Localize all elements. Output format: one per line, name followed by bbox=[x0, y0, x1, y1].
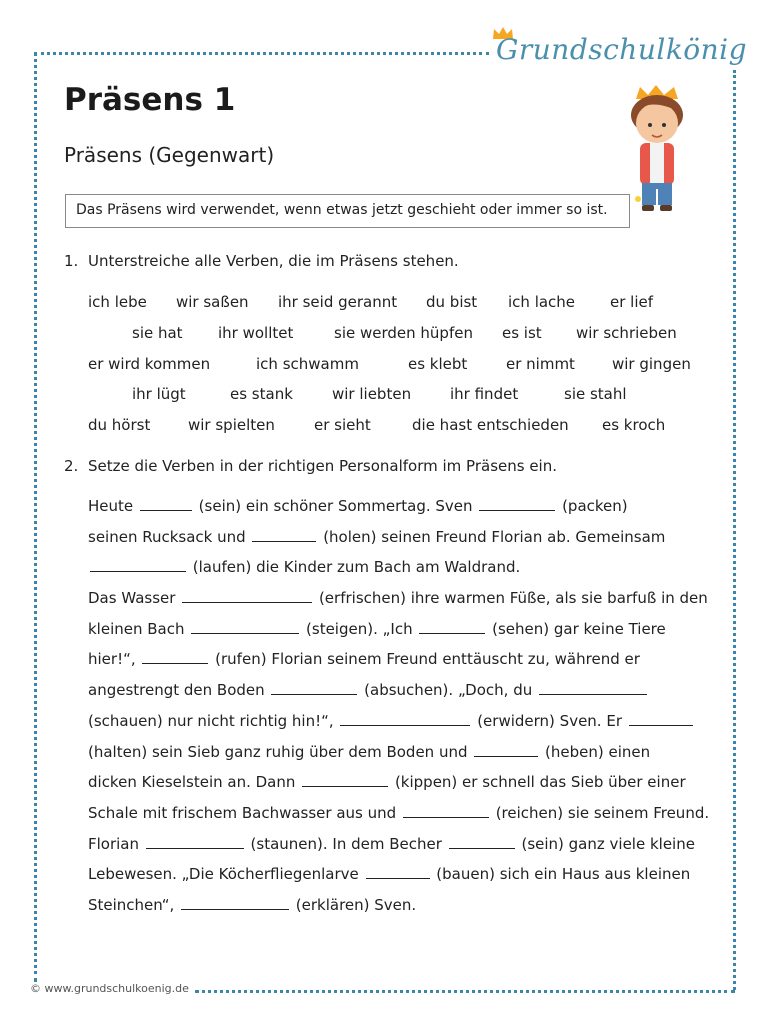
text-line bbox=[88, 894, 718, 925]
verb-item[interactable]: ihr seid gerannt bbox=[278, 293, 398, 311]
text-segment: Steinchen“, bbox=[88, 895, 180, 914]
verb-item[interactable]: wir spielten bbox=[188, 416, 275, 434]
text-line bbox=[88, 679, 718, 710]
verb-item[interactable]: ich lebe bbox=[88, 293, 147, 311]
answer-blank[interactable] bbox=[252, 527, 316, 542]
verb-item[interactable]: wir liebten bbox=[332, 385, 412, 403]
text-segment: (holen) seinen Freund Florian ab. Gemeinsam bbox=[318, 527, 666, 546]
verb-item[interactable]: sie werden hüpfen bbox=[334, 324, 473, 342]
text-segment: (erklären) Sven. bbox=[291, 895, 417, 914]
text-line bbox=[88, 802, 718, 833]
text-line bbox=[88, 495, 718, 526]
verb-item[interactable]: ich schwamm bbox=[256, 355, 359, 373]
text-line bbox=[88, 710, 718, 741]
verb-item[interactable]: es ist bbox=[502, 324, 542, 342]
answer-blank[interactable] bbox=[182, 588, 312, 603]
text-segment: Das Wasser bbox=[88, 589, 181, 608]
text-segment: seinen Rucksack und bbox=[88, 527, 251, 546]
task-number: 1. bbox=[64, 252, 79, 270]
answer-blank[interactable] bbox=[403, 803, 489, 818]
verb-item[interactable]: wir saßen bbox=[176, 293, 249, 311]
verb-item[interactable]: du hörst bbox=[88, 416, 151, 434]
answer-blank[interactable] bbox=[146, 834, 244, 849]
page-border-left bbox=[34, 52, 37, 982]
text-line bbox=[88, 833, 718, 864]
verb-item[interactable]: wir gingen bbox=[612, 355, 691, 373]
task-2-instruction bbox=[64, 457, 557, 475]
text-segment: (packen) bbox=[557, 497, 628, 515]
answer-blank[interactable] bbox=[474, 742, 538, 757]
answer-blank[interactable] bbox=[340, 711, 470, 726]
text-segment: (sein) ganz viele kleine bbox=[516, 834, 695, 853]
page-border-right bbox=[733, 70, 736, 990]
answer-blank[interactable] bbox=[479, 496, 555, 511]
boy-illustration bbox=[618, 85, 698, 220]
text-line bbox=[88, 618, 718, 649]
text-segment: (kippen) er schnell das Sieb über einer bbox=[390, 773, 686, 792]
text-segment: (reichen) sie seinem Freund. bbox=[490, 803, 710, 822]
text-segment: (sein) ein schöner Sommertag. Sven bbox=[193, 497, 478, 515]
footer-url[interactable]: © www.grundschulkoenig.de bbox=[30, 982, 189, 995]
answer-blank[interactable] bbox=[419, 619, 485, 634]
text-segment: Lebewesen. „Die Köcherfliegenlarve bbox=[88, 865, 364, 884]
page-title: Präsens 1 bbox=[64, 82, 236, 118]
text-segment: hier!“, bbox=[88, 650, 141, 669]
verb-item[interactable]: ihr lügt bbox=[132, 385, 186, 403]
answer-blank[interactable] bbox=[191, 619, 299, 634]
answer-blank[interactable] bbox=[302, 772, 388, 787]
text-segment: (halten) sein Sieb ganz ruhig über dem Boden und bbox=[88, 742, 473, 761]
text-segment: (schauen) nur nicht richtig hin!“, bbox=[88, 711, 339, 730]
cloze-text bbox=[88, 495, 718, 925]
verb-item[interactable]: die hast entschieden bbox=[412, 416, 569, 434]
answer-blank[interactable] bbox=[90, 557, 186, 572]
verb-item[interactable]: es klebt bbox=[408, 355, 468, 373]
text-line bbox=[88, 526, 718, 557]
page-border-top bbox=[34, 52, 489, 55]
text-segment: (rufen) Florian seinem Freund enttäuscht zu, während er bbox=[210, 650, 640, 669]
page-border-bottom bbox=[195, 990, 735, 993]
verb-item[interactable]: er nimmt bbox=[506, 355, 575, 373]
text-segment: (bauen) sich ein Haus aus kleinen bbox=[431, 865, 691, 884]
text-segment: (heben) einen bbox=[540, 742, 651, 761]
text-segment: (absuchen). „Doch, du bbox=[359, 681, 537, 700]
verb-item[interactable]: du bist bbox=[426, 293, 478, 311]
text-line bbox=[88, 741, 718, 772]
brand-logo[interactable]: Grundschulkönig bbox=[496, 33, 748, 66]
answer-blank[interactable] bbox=[449, 834, 515, 849]
page-subtitle: Präsens (Gegenwart) bbox=[64, 143, 275, 167]
verb-item[interactable]: sie stahl bbox=[564, 385, 627, 403]
text-line bbox=[88, 587, 718, 618]
text-segment: (staunen). In dem Becher bbox=[245, 834, 447, 853]
verb-item[interactable]: es kroch bbox=[602, 416, 666, 434]
text-line bbox=[88, 648, 718, 679]
text-segment: kleinen Bach bbox=[88, 619, 190, 638]
verb-item[interactable]: wir schrieben bbox=[576, 324, 677, 342]
text-line bbox=[88, 556, 718, 587]
verb-item[interactable]: er wird kommen bbox=[88, 355, 211, 373]
verb-item[interactable]: sie hat bbox=[132, 324, 183, 342]
verb-item[interactable]: ihr findet bbox=[450, 385, 519, 403]
task-1-instruction bbox=[64, 252, 459, 270]
answer-blank[interactable] bbox=[271, 680, 357, 695]
verb-item[interactable]: es stank bbox=[230, 385, 293, 403]
verb-item[interactable]: ich lache bbox=[508, 293, 576, 311]
text-segment: (laufen) die Kinder zum Bach am Waldrand. bbox=[188, 558, 521, 577]
definition-box: Das Präsens wird verwendet, wenn etwas jetzt geschieht oder immer so ist. bbox=[65, 194, 630, 228]
text-segment: (steigen). „Ich bbox=[301, 619, 418, 638]
text-segment: Schale mit frischem Bachwasser aus und bbox=[88, 803, 401, 822]
text-segment: (erwidern) Sven. Er bbox=[472, 711, 627, 730]
text-line bbox=[88, 771, 718, 802]
text-segment: (erfrischen) ihre warmen Füße, als sie barfuß in den bbox=[314, 589, 708, 608]
verb-item[interactable]: ihr wolltet bbox=[218, 324, 294, 342]
task-text: Setze die Verben in der richtigen Personalform im Präsens ein. bbox=[88, 457, 557, 475]
answer-blank[interactable] bbox=[629, 711, 693, 726]
answer-blank[interactable] bbox=[140, 496, 192, 511]
text-segment: Florian bbox=[88, 834, 144, 853]
text-segment: dicken Kieselstein an. Dann bbox=[88, 773, 301, 792]
task-text: Unterstreiche alle Verben, die im Präsens stehen. bbox=[88, 252, 459, 270]
text-segment: angestrengt den Boden bbox=[88, 681, 270, 700]
verb-item[interactable]: er sieht bbox=[314, 416, 371, 434]
task-number: 2. bbox=[64, 457, 79, 475]
text-segment: Heute bbox=[88, 497, 138, 515]
answer-blank[interactable] bbox=[142, 649, 208, 664]
text-segment: (sehen) gar keine Tiere bbox=[487, 619, 666, 638]
answer-blank[interactable] bbox=[366, 864, 430, 879]
answer-blank[interactable] bbox=[181, 895, 289, 910]
verb-item[interactable]: er lief bbox=[610, 293, 654, 311]
answer-blank[interactable] bbox=[539, 680, 647, 695]
text-line bbox=[88, 863, 718, 894]
